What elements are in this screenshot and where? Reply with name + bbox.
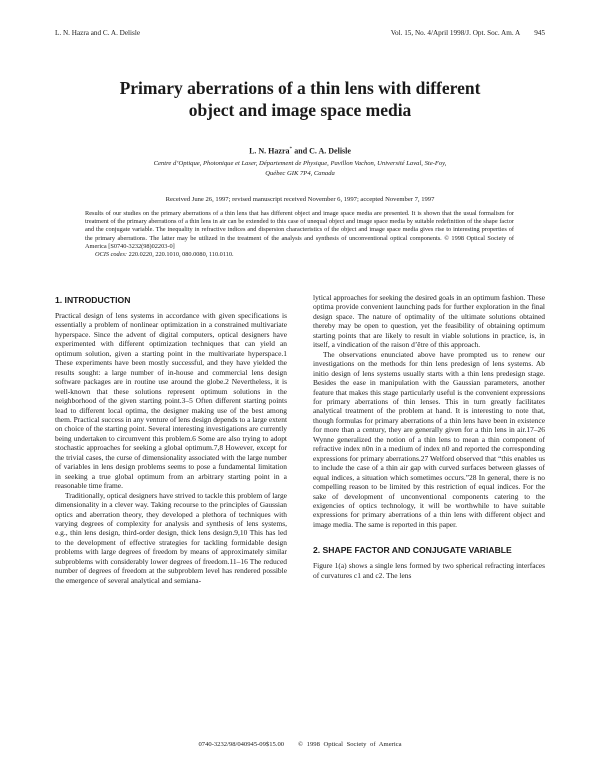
title-line-1: Primary aberrations of a thin lens with different <box>119 78 481 98</box>
author-1: L. N. Hazra <box>249 146 290 156</box>
section-heading-shape-factor: 2. SHAPE FACTOR AND CONJUGATE VARIABLE <box>313 545 512 556</box>
author-2: C. A. Delisle <box>309 146 351 156</box>
abstract-text: Results of our studies on the primary aberrations of a thin lens that has different object and image space media are presented. It is shown that the usual formalism for treatment of the primary aberrations of a thin lens in air can be extended to this case of unequal object and image space media by suitable redefinition of the shape factor and the conjugate variable. The inequality in refractive indices and dispersion characteristics of the object and image space media gives rise to interesting properties of the primary aberrations. The latter may be utilized in the treatment of the analysis and synthesis of unconventional optical components. © 1998 Optical Society of America [S0740-3232(98)02203-0] <box>85 210 514 250</box>
footer-code: 0740-3232/98/040945-09$15.00 <box>198 741 285 748</box>
affiliation-line-1: Centre d’Optique, Photonique et Laser, Département de Physique, Pavillon Vachon, Université Laval, Ste-Foy, <box>153 160 447 167</box>
intro-paragraph-1: Practical design of lens systems in accordance with given specifications is essentially a problem of nonlinear optimization in a constrained multivariate hyperspace. Since the advent of digital computers, optical designers have experimented with different optimization techniques that can yield an optimum solution, given a starting point in the multivariate hyperspace.1 These experiments have been mostly successful, and they have yielded the results sought: a large number of in-house and commercial lens design software packages are in routine use around the globe.2 Nevertheless, it is well-known that these solutions represent optimum solutions in the neighborhood of the given starting point.3–5 Often different starting points lead to different local optima, the designer making use of the best among them. Practical success in any venture of lens design depends to a large extent on choice of the starting point. Several interesting investigations are currently being undertaken to circumvent this problem.6 Some are also trying to adopt stochastic approaches for seeking a global optimum.7,8 However, except for the trivial cases, the curse of dimensionality associated with the large number of variables in lens design problems seems to pose a fundamental limitation in seeking a true global optimum from an arbitrary starting point in a reasonable time frame. <box>55 311 288 491</box>
section-heading-introduction: 1. INTRODUCTION <box>55 295 131 305</box>
left-column <box>55 293 287 585</box>
footer-copyright: © 1998 Optical Society of America <box>298 741 402 748</box>
received-dates: Received June 26, 1997; revised manuscript received November 6, 1997; accepted November 7, 1997 <box>165 196 435 203</box>
intro-paragraph-3: lytical approaches for seeking the desired goals in an optimum fashion. These optima provide convenient launching pads for further exploration in the final design space. The nature of optimality of the ultimate solutions obtained thereby may be open to question, yet the feasibility of obtaining optimum starting points that are likely to result in viable solutions in practice, is, in itself, a vindication of the raison d’être of this approach. <box>313 293 545 350</box>
ocis-codes <box>85 251 514 259</box>
abstract <box>85 210 514 259</box>
header-citation: Vol. 15, No. 4/April 1998/J. Opt. Soc. Am. A <box>390 29 521 37</box>
author-list <box>0 146 600 156</box>
intro-paragraph-2: Traditionally, optical designers have strived to tackle this problem of large dimensionality in a clever way. Taking recourse to the principles of Gaussian optics and aberration theory, they developed a plethora of techniques with varying degrees of complexity for analysis and synthesis of lens systems, e.g., thin lens design, third-order design, thick lens design.9,10 This has led to the development of effective strategies for tackling formidable design problems with large degrees of freedom by means of approximately similar subproblems with considerably lower degrees of freedom.11–16 The reduced number of degrees of freedom at the subproblem level has rendered possible the emergence of several analytical and semiana- <box>55 490 287 585</box>
header-authors: L. N. Hazra and C. A. Delisle <box>55 29 141 37</box>
title-line-2: object and image space media <box>188 100 412 120</box>
section2-paragraph-1: Figure 1(a) shows a single lens formed by two spherical refracting interfaces of curvatures c1 and c2. The lens <box>313 561 545 580</box>
page-number: 945 <box>534 29 545 37</box>
running-header <box>55 27 545 39</box>
page-footer <box>0 741 600 748</box>
paper-title <box>60 77 540 121</box>
ocis-label: OCIS codes: <box>95 251 128 259</box>
author-footnote-mark: * <box>289 146 293 152</box>
author-conjunction: and <box>294 146 308 156</box>
intro-paragraph-4: The observations enunciated above have prompted us to renew our investigations on the methods for thin lens predesign of lens systems. Ab initio design of lens systems usually starts with a thin lens predesign stage. Besides the ease in manipulation with the Gaussian parameters, another feature that makes this stage particularly useful is the convenient expressions for primary aberrations of thin lenses. This in turn greatly facilitates analytical treatment of the problem at hand. It is interesting to note that, though formulas for primary aberrations of a thin lens have been in existence for more than a century, they are generally given for a thin lens in air.17–26 Wynne generalized the notion of a thin lens to mean a thin component of refractive index n0n in a medium of index n0 and reported the corresponding expressions for primary aberrations.27 Welford observed that “this enables us to include the case of a thin air gap with curved surfaces between glasses of equal indices, a situation which sometimes occurs.”28 In general, there is no compelling reason to be limited by this restriction of equal indices. For the sake of development of unconventional components catering to the exigencies of optics technology, it will be worthwhile to have suitable expressions for primary aberrations of a thin lens with different object and image media. The same is reported in this paper. <box>313 349 545 529</box>
right-column <box>313 293 545 580</box>
ocis-values: 220.0220, 220.1010, 080.0080, 110.0110. <box>128 251 234 259</box>
header-right <box>391 29 545 37</box>
affiliation <box>60 159 540 179</box>
affiliation-line-2: Québec GIK 7P4, Canada <box>265 170 335 177</box>
